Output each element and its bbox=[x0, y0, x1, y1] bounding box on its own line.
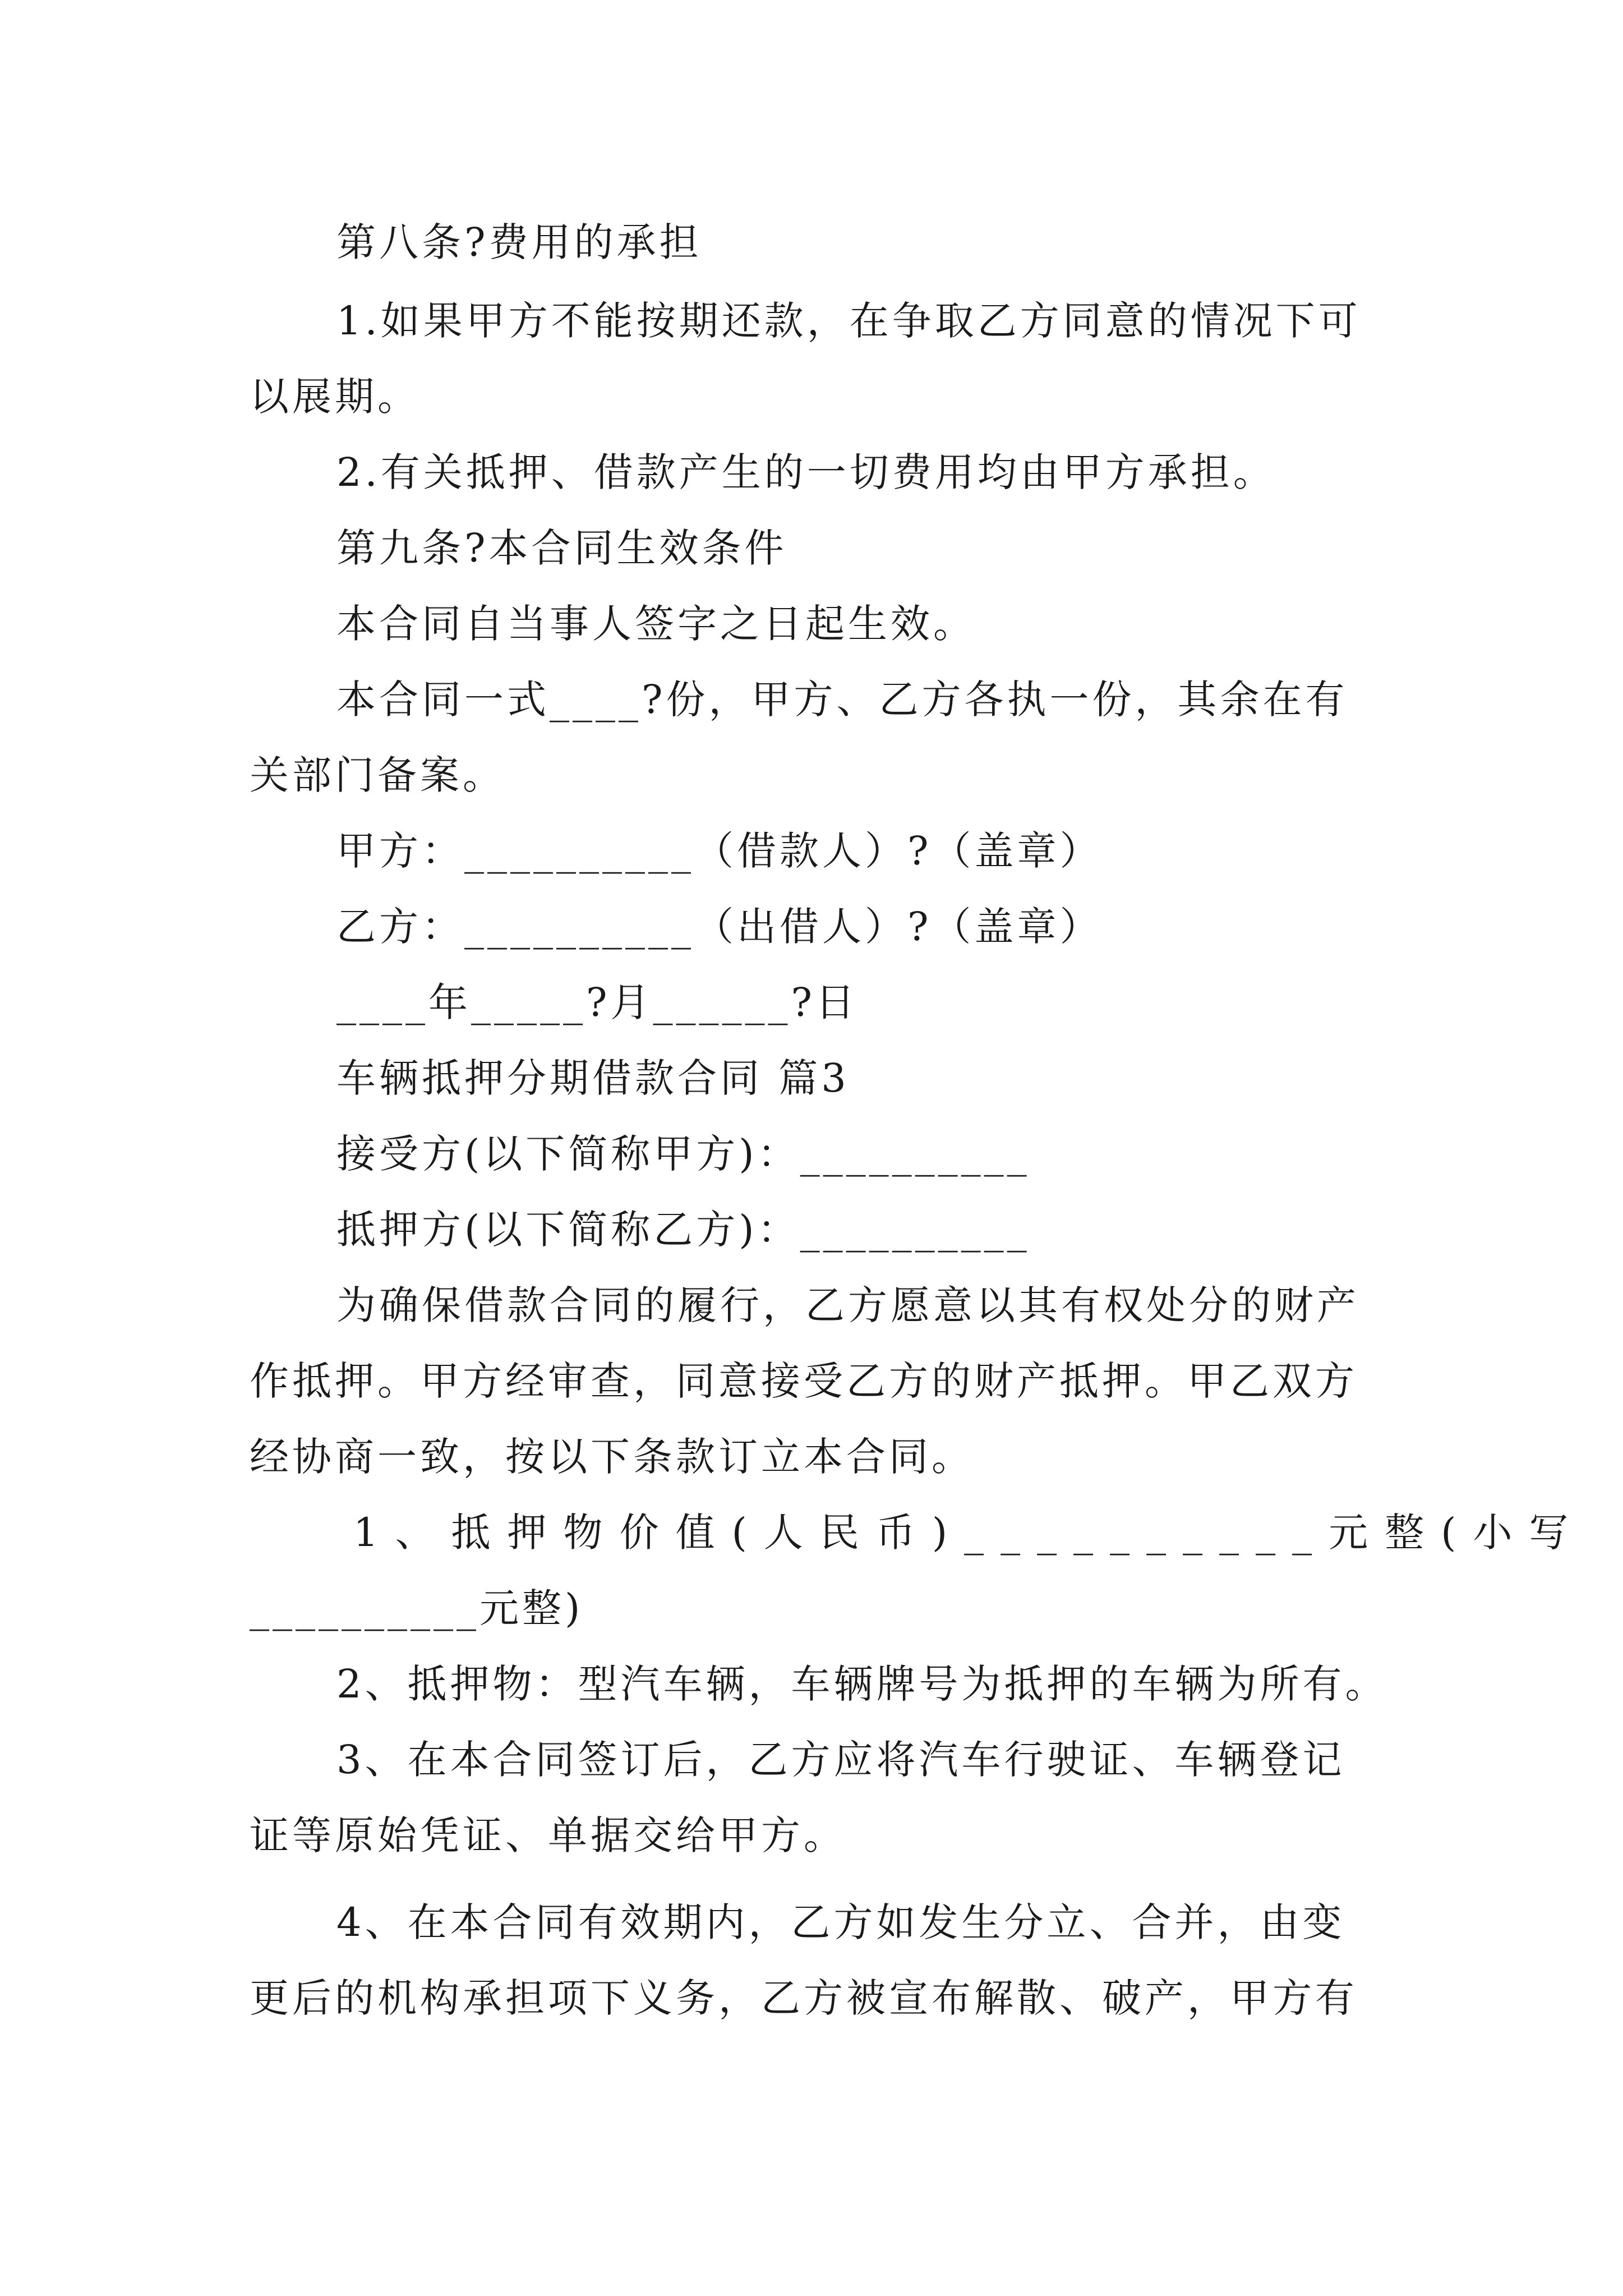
signature-party-b: 乙方：__________（出借人）?（盖章） bbox=[336, 904, 1103, 950]
clause-1-line: 1、抵押物价值(人民币)__________元整(小写 bbox=[353, 1510, 1585, 1556]
paragraph-line: 关部门备案。 bbox=[250, 752, 505, 798]
paragraph-line: 2.有关抵押、借款产生的一切费用均由甲方承担。 bbox=[336, 449, 1276, 495]
paragraph-line: 1.如果甲方不能按期还款，在争取乙方同意的情况下可 bbox=[336, 298, 1361, 344]
paragraph-line: 为确保借款合同的履行，乙方愿意以其有权处分的财产 bbox=[336, 1282, 1359, 1328]
paragraph-line: 经协商一致，按以下条款订立本合同。 bbox=[250, 1434, 974, 1480]
clause-4-continuation: 更后的机构承担项下义务，乙方被宣布解散、破产，甲方有 bbox=[250, 1975, 1358, 2021]
section-8-heading: 第八条?费用的承担 bbox=[336, 219, 702, 265]
section-9-heading: 第九条?本合同生效条件 bbox=[336, 525, 787, 571]
paragraph-line: 本合同自当事人签字之日起生效。 bbox=[336, 601, 976, 647]
clause-4-line: 4、在本合同有效期内，乙方如发生分立、合并，由变 bbox=[336, 1899, 1345, 1945]
paragraph-line: 本合同一式____?份，甲方、乙方各执一份，其余在有 bbox=[336, 677, 1348, 723]
clause-3-line: 3、在本合同签订后，乙方应将汽车行驶证、车辆登记 bbox=[336, 1737, 1345, 1783]
clause-1-continuation: __________元整) bbox=[250, 1585, 584, 1631]
paragraph-line: 作抵押。甲方经审查，同意接受乙方的财产抵押。甲乙双方 bbox=[250, 1358, 1358, 1404]
signature-party-a: 甲方：__________（借款人）?（盖章） bbox=[336, 828, 1103, 874]
contract-title: 车辆抵押分期借款合同 篇3 bbox=[336, 1055, 850, 1101]
signature-date: ____年_____?月______?日 bbox=[336, 979, 859, 1025]
clause-2-line: 2、抵押物：型汽车辆，车辆牌号为抵押的车辆为所有。 bbox=[336, 1661, 1388, 1707]
paragraph-line: 以展期。 bbox=[250, 374, 420, 420]
clause-3-continuation: 证等原始凭证、单据交给甲方。 bbox=[250, 1812, 846, 1858]
receiving-party-line: 接受方(以下简称甲方)：__________ bbox=[336, 1131, 1030, 1177]
mortgagor-party-line: 抵押方(以下简称乙方)：__________ bbox=[336, 1207, 1030, 1253]
